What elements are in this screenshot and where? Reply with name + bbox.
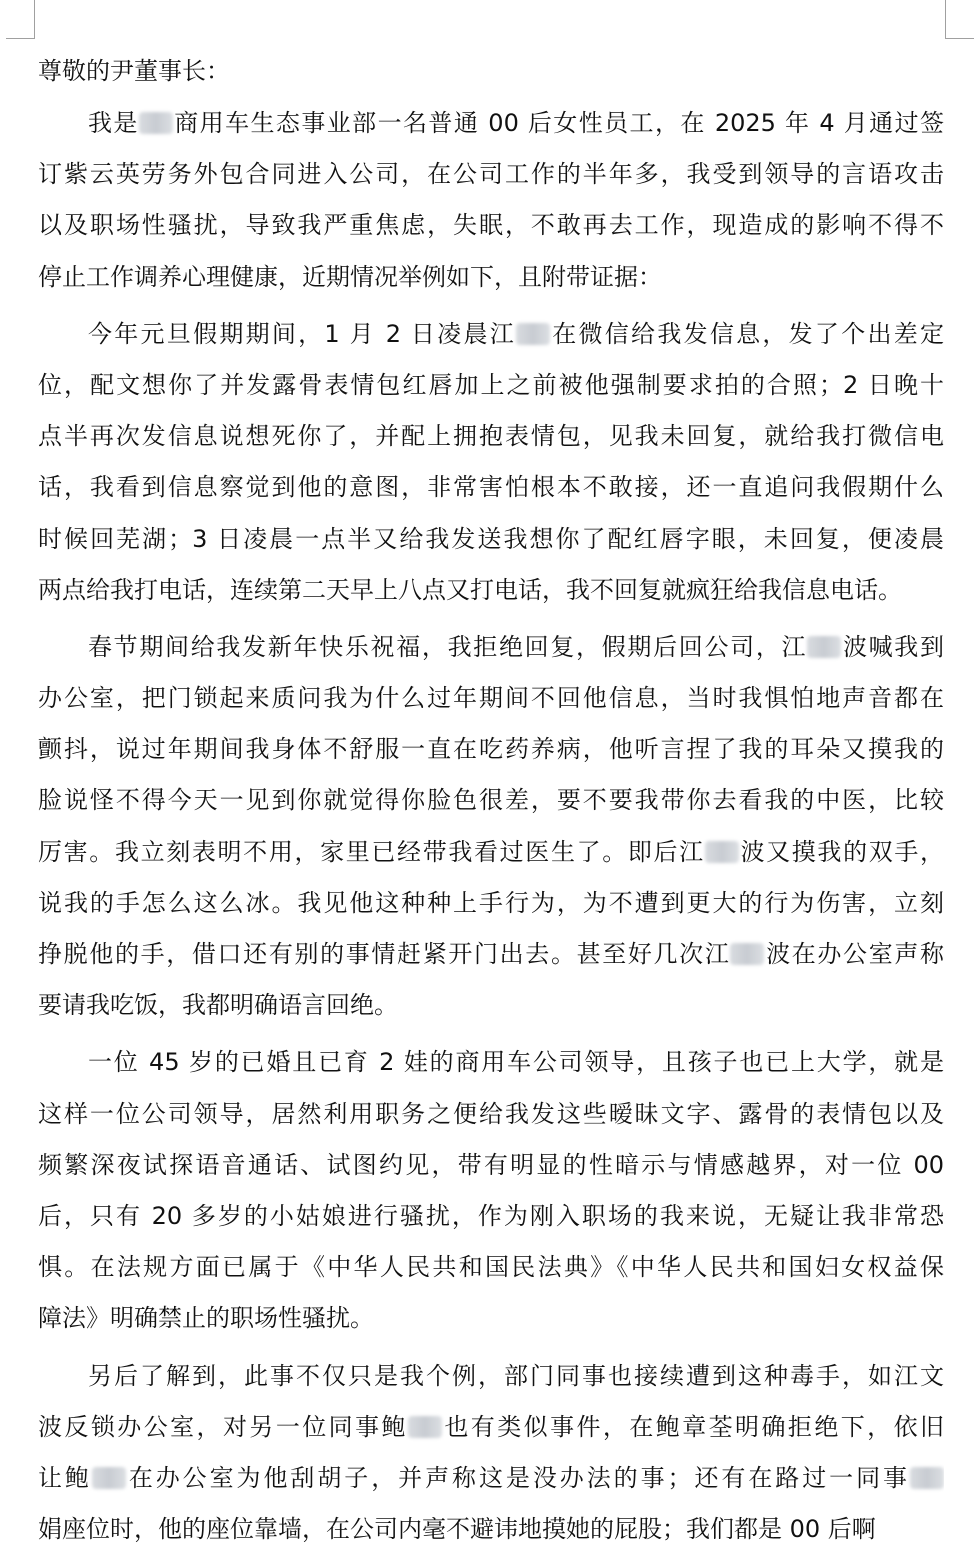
redacted-name-blur (730, 943, 764, 965)
text-segment: 颤抖，说过年期间我身体不舒服一直在吃药养病，他听言捏了我的耳朵又摸我的 (38, 735, 944, 763)
paragraph (38, 98, 944, 303)
text-line (38, 929, 944, 980)
text-segment: 波喊我到 (841, 633, 944, 661)
text-line (38, 462, 944, 513)
text-segment: 我是 (88, 109, 139, 137)
text-segment: 要请我吃饭，我都明确语言回绝。 (38, 991, 398, 1019)
text-segment: 惧。在法规方面已属于《中华人民共和国民法典》《中华人民共和国妇女权益保 (38, 1253, 944, 1281)
text-segment: 在微信给我发信息，发了个出差定 (550, 320, 944, 348)
salutation: 尊敬的尹董事长： (38, 44, 944, 98)
text-line (38, 1351, 944, 1402)
text-line (38, 878, 944, 929)
paragraph (38, 622, 944, 1032)
paragraphs (38, 98, 944, 1555)
text-line (38, 1453, 944, 1504)
text-segment: 位，配文想你了并发露骨表情包红唇加上之前被他强制要求拍的合照；2 日晚十 (38, 371, 944, 399)
text-line (38, 514, 944, 565)
text-line (38, 411, 944, 462)
redacted-name-blur (92, 1467, 126, 1489)
text-line (38, 1402, 944, 1453)
text-line (38, 1089, 944, 1140)
text-line (38, 565, 944, 616)
text-segment: 在办公室为他刮胡子，并声称这是没办法的事；还有在路过一同事 (126, 1464, 910, 1492)
text-segment: 时候回芜湖；3 日凌晨一点半又给我发送我想你了配红唇字眼，未回复，便凌晨 (38, 525, 944, 553)
text-segment: 以及职场性骚扰，导致我严重焦虑，失眠，不敢再去工作，现造成的影响不得不 (38, 211, 944, 239)
text-segment: 波在办公室声称 (764, 940, 944, 968)
text-segment: 商用车生态事业部一名普通 00 后女性员工，在 2025 年 4 月通过签 (173, 109, 944, 137)
paragraph (38, 1351, 944, 1555)
redacted-name-blur (408, 1416, 442, 1438)
text-segment: 一位 45 岁的已婚且已育 2 娃的商用车公司领导，且孩子也已上大学，就是 (88, 1048, 944, 1076)
text-segment: 脸说怪不得今天一见到你就觉得你脸色很差，要不要我带你去看我的中医，比较 (38, 786, 944, 814)
text-segment: 说我的手怎么这么冰。我见他这种种上手行为，为不遭到更大的行为伤害，立刻 (38, 889, 944, 917)
text-segment: 让鲍 (38, 1464, 92, 1492)
redacted-name-blur (139, 112, 173, 134)
paragraph (38, 309, 944, 616)
text-line (38, 1191, 944, 1242)
text-line (38, 622, 944, 673)
text-segment: 波又摸我的双手， (739, 838, 944, 866)
text-segment: 春节期间给我发新年快乐祝福，我拒绝回复，假期后回公司，江 (88, 633, 807, 661)
text-line (38, 775, 944, 826)
crop-mark-top-left (6, 0, 35, 39)
text-segment: 挣脱他的手，借口还有别的事情赶紧开门出去。甚至好几次江 (38, 940, 730, 968)
text-line (38, 1293, 944, 1344)
redacted-name-blur (910, 1467, 944, 1489)
text-segment: 办公室，把门锁起来质问我为什么过年期间不回他信息，当时我惧怕地声音都在 (38, 684, 944, 712)
text-segment: 频繁深夜试探语音通话、试图约见，带有明显的性暗示与情感越界，对一位 00 (38, 1151, 944, 1179)
text-line (38, 200, 944, 251)
text-line (38, 252, 944, 303)
text-line (38, 724, 944, 775)
text-segment: 今年元旦假期期间，1 月 2 日凌晨江 (88, 320, 516, 348)
redacted-name-blur (516, 323, 550, 345)
crop-mark-top-right (945, 0, 974, 39)
text-line (38, 149, 944, 200)
text-segment: 波反锁办公室，对另一位同事鲍 (38, 1413, 408, 1441)
text-line (38, 309, 944, 360)
text-segment: 厉害。我立刻表明不用，家里已经带我看过医生了。即后江 (38, 838, 705, 866)
text-line (38, 1504, 944, 1555)
text-line (38, 1140, 944, 1191)
text-segment: 后，只有 20 多岁的小姑娘进行骚扰，作为刚入职场的我来说，无疑让我非常恐 (38, 1202, 944, 1230)
text-segment: 这样一位公司领导，居然利用职务之便给我发这些暧昧文字、露骨的表情包以及 (38, 1100, 944, 1128)
redacted-name-blur (807, 636, 841, 658)
text-segment: 娟座位时，他的座位靠墙，在公司内毫不避讳地摸她的屁股；我们都是 00 后啊 (38, 1515, 876, 1543)
text-segment: 两点给我打电话，连续第二天早上八点又打电话，我不回复就疯狂给我信息电话。 (38, 576, 902, 604)
text-line (38, 360, 944, 411)
text-segment: 另后了解到，此事不仅只是我个例，部门同事也接续遭到这种毒手，如江文 (88, 1362, 944, 1390)
text-segment: 停止工作调养心理健康，近期情况举例如下，且附带证据： (38, 263, 662, 291)
redacted-name-blur (705, 841, 739, 863)
text-segment: 订紫云英劳务外包合同进入公司，在公司工作的半年多，我受到领导的言语攻击 (38, 160, 944, 188)
text-line (38, 1242, 944, 1293)
text-segment: 话，我看到信息察觉到他的意图，非常害怕根本不敢接，还一直追问我假期什么 (38, 473, 944, 501)
paragraph (38, 1037, 944, 1344)
text-line (38, 98, 944, 149)
text-segment: 也有类似事件，在鲍章荃明确拒绝下，依旧 (442, 1413, 944, 1441)
text-line (38, 827, 944, 878)
text-segment: 点半再次发信息说想死你了，并配上拥抱表情包，见我未回复，就给我打微信电 (38, 422, 944, 450)
text-line (38, 673, 944, 724)
text-line (38, 1037, 944, 1088)
text-line (38, 980, 944, 1031)
text-segment: 障法》明确禁止的职场性骚扰。 (38, 1304, 374, 1332)
document-body (38, 44, 944, 1555)
